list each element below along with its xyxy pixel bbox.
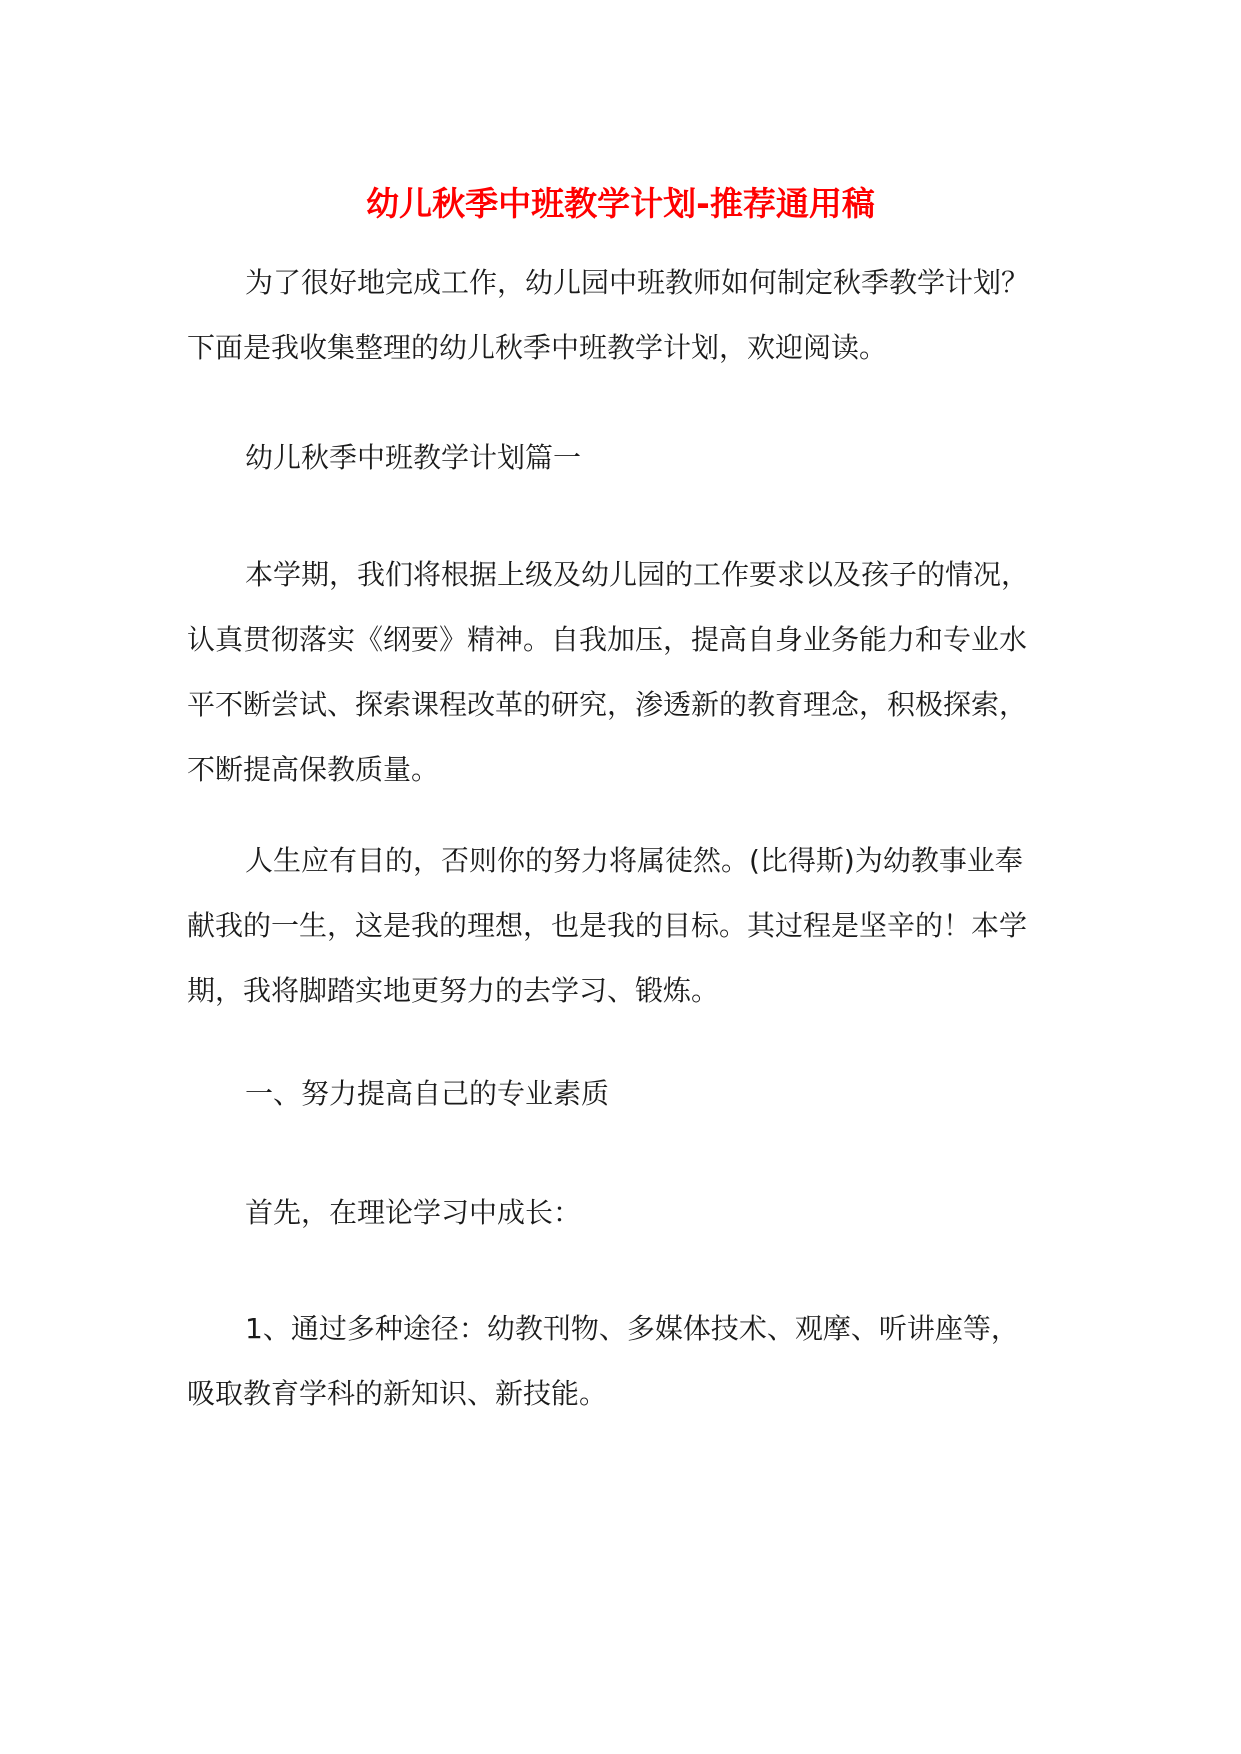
paragraph-line: 吸取教育学科的新知识、新技能。 (187, 1377, 608, 1410)
paragraph-line: 认真贯彻落实《纲要》精神。自我加压，提高自身业务能力和专业水 (187, 623, 1028, 656)
paragraph-line: 平不断尝试、探索课程改革的研究，渗透新的教育理念，积极探索， (187, 688, 1028, 721)
paragraph-line: 下面是我收集整理的幼儿秋季中班教学计划，欢迎阅读。 (187, 331, 888, 364)
paragraph-first-growth (187, 1180, 1087, 1245)
point-one-text: 一、努力提高自己的专业素质 (245, 1077, 610, 1110)
paragraph-line: 人生应有目的，否则你的努力将属徒然。(比得斯)为幼教事业奉 (245, 844, 1023, 877)
paragraph-line: 不断提高保教质量。 (187, 753, 440, 786)
paragraph-line: 期，我将脚踏实地更努力的去学习、锻炼。 (187, 974, 720, 1007)
point-one-heading (187, 1061, 1087, 1126)
paragraph-intro (187, 250, 1087, 380)
paragraph-semester-goal (187, 542, 1087, 802)
paragraph-line: 为了很好地完成工作，幼儿园中班教师如何制定秋季教学计划？ (245, 266, 1030, 299)
paragraph-line: 本学期，我们将根据上级及幼儿园的工作要求以及孩子的情况， (245, 558, 1030, 591)
paragraph-line: 首先，在理论学习中成长： (245, 1196, 582, 1229)
section-heading-text: 幼儿秋季中班教学计划篇一 (245, 441, 582, 474)
paragraph-line: 1、通过多种途径：幼教刊物、多媒体技术、观摩、听讲座等， (245, 1312, 1019, 1345)
document-title: 幼儿秋季中班教学计划-推荐通用稿 (366, 184, 875, 224)
list-item-one (187, 1296, 1087, 1426)
paragraph-line: 献我的一生，这是我的理想，也是我的目标。其过程是坚辛的！本学 (187, 909, 1028, 942)
section-heading (187, 425, 1087, 490)
paragraph-life-goal (187, 828, 1087, 1023)
